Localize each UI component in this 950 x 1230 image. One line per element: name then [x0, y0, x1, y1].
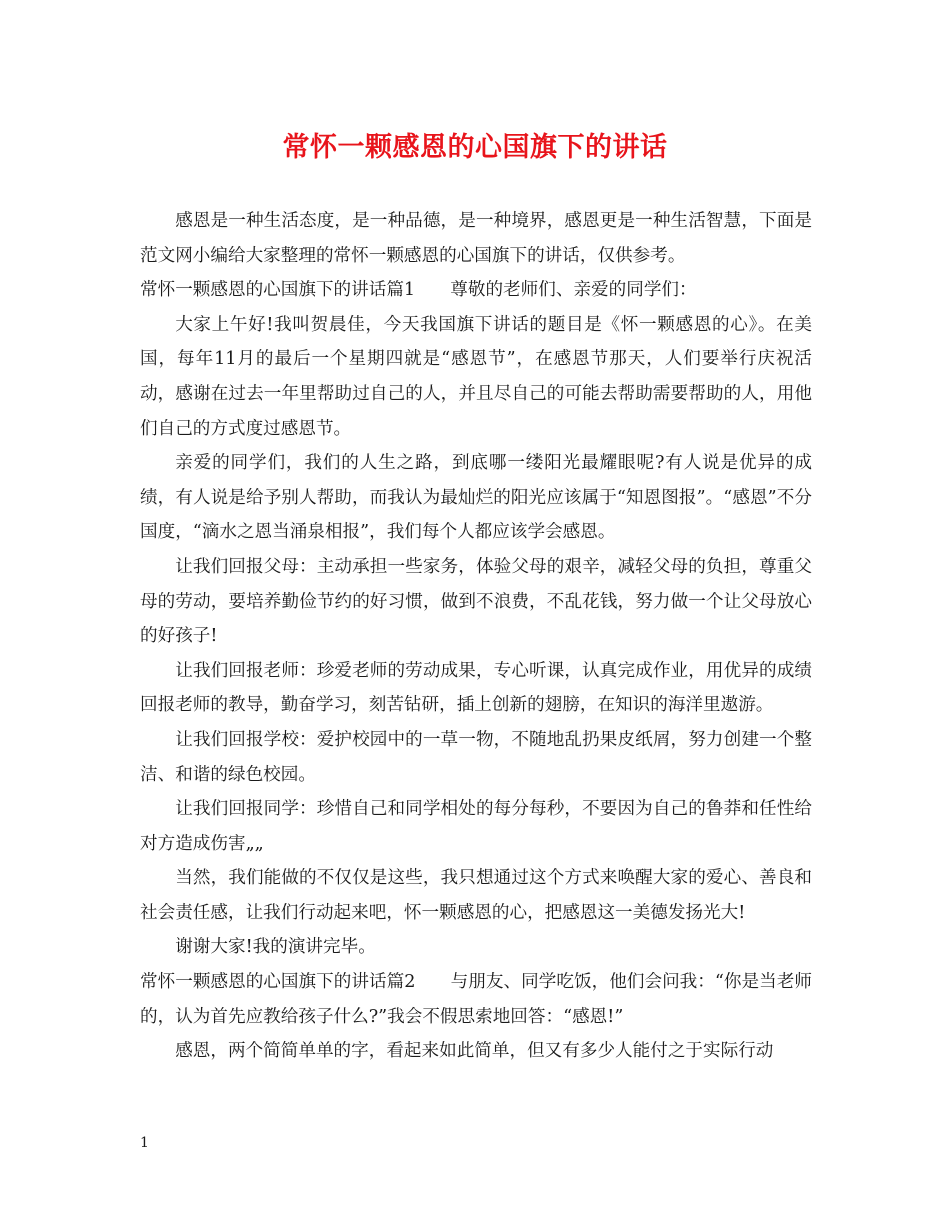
paragraph: 当然，我们能做的不仅仅是这些，我只想通过这个方式来唤醒大家的爱心、善良和社会责任感，让我们行动起来吧，怀一颗感恩的心，把感恩这一美德发扬光大!: [140, 868, 812, 923]
paragraph: 亲爱的同学们，我们的人生之路，到底哪一缕阳光最耀眼呢?有人说是优异的成绩，有人说是给予别人帮助，而我认为最灿烂的阳光应该属于“知恩图报”。“感恩”不分国度，“滴水之恩当涌泉相报”，我们每个人都应该学会感恩。: [140, 453, 812, 543]
paragraph: 让我们回报老师：珍爱老师的劳动成果，专心听课，认真完成作业，用优异的成绩回报老师的教导，勤奋学习，刻苦钻研，插上创新的翅膀，在知识的海洋里遨游。: [140, 660, 812, 716]
paragraph: 常怀一颗感恩的心国旗下的讲话篇2 与朋友、同学吃饭，他们会问我：“你是当老师的，认为首先应教给孩子什么?”我会不假思索地回答：“感恩!”: [140, 972, 812, 1027]
paragraph: 让我们回报父母：主动承担一些家务，体验父母的艰辛，减轻父母的负担，尊重父母的劳动，要培养勤俭节约的好习惯，做到不浪费，不乱花钱，努力做一个让父母放心的好孩子!: [140, 556, 812, 647]
paragraph: 感恩是一种生活态度，是一种品德，是一种境界，感恩更是一种生活智慧，下面是范文网小编给大家整理的常怀一颗感恩的心国旗下的讲话，仅供参考。: [140, 211, 812, 266]
paragraph: 让我们回报同学：珍惜自己和同学相处的每分每秒，不要因为自己的鲁莽和任性给对方造成伤害„„: [140, 799, 812, 854]
paragraph: 常怀一颗感恩的心国旗下的讲话篇1 尊敬的老师们、亲爱的同学们：: [140, 280, 697, 301]
paragraph: 大家上午好!我叫贺晨佳，今天我国旗下讲话的题目是《怀一颗感恩的心》。在美国，每年11月的最后一个星期四就是“感恩节”，在感恩节那天，人们要举行庆祝活动，感谢在过去一年里帮助过自己的人，并且尽自己的可能去帮助需要帮助的人，用他们自己的方式度过感恩节。: [140, 314, 812, 439]
page-number: 1: [140, 1135, 149, 1151]
paragraph: 感恩，两个简简单单的字，看起来如此简单，但又有多少人能付之于实际行动: [175, 1041, 774, 1062]
document-title: 常怀一颗感恩的心国旗下的讲话: [282, 132, 668, 163]
paragraph: 谢谢大家!我的演讲完毕。: [175, 937, 376, 958]
paragraph: 让我们回报学校：爱护校园中的一草一物，不随地乱扔果皮纸屑，努力创建一个整洁、和谐的绿色校园。: [140, 729, 812, 785]
document-body: [140, 204, 812, 1069]
